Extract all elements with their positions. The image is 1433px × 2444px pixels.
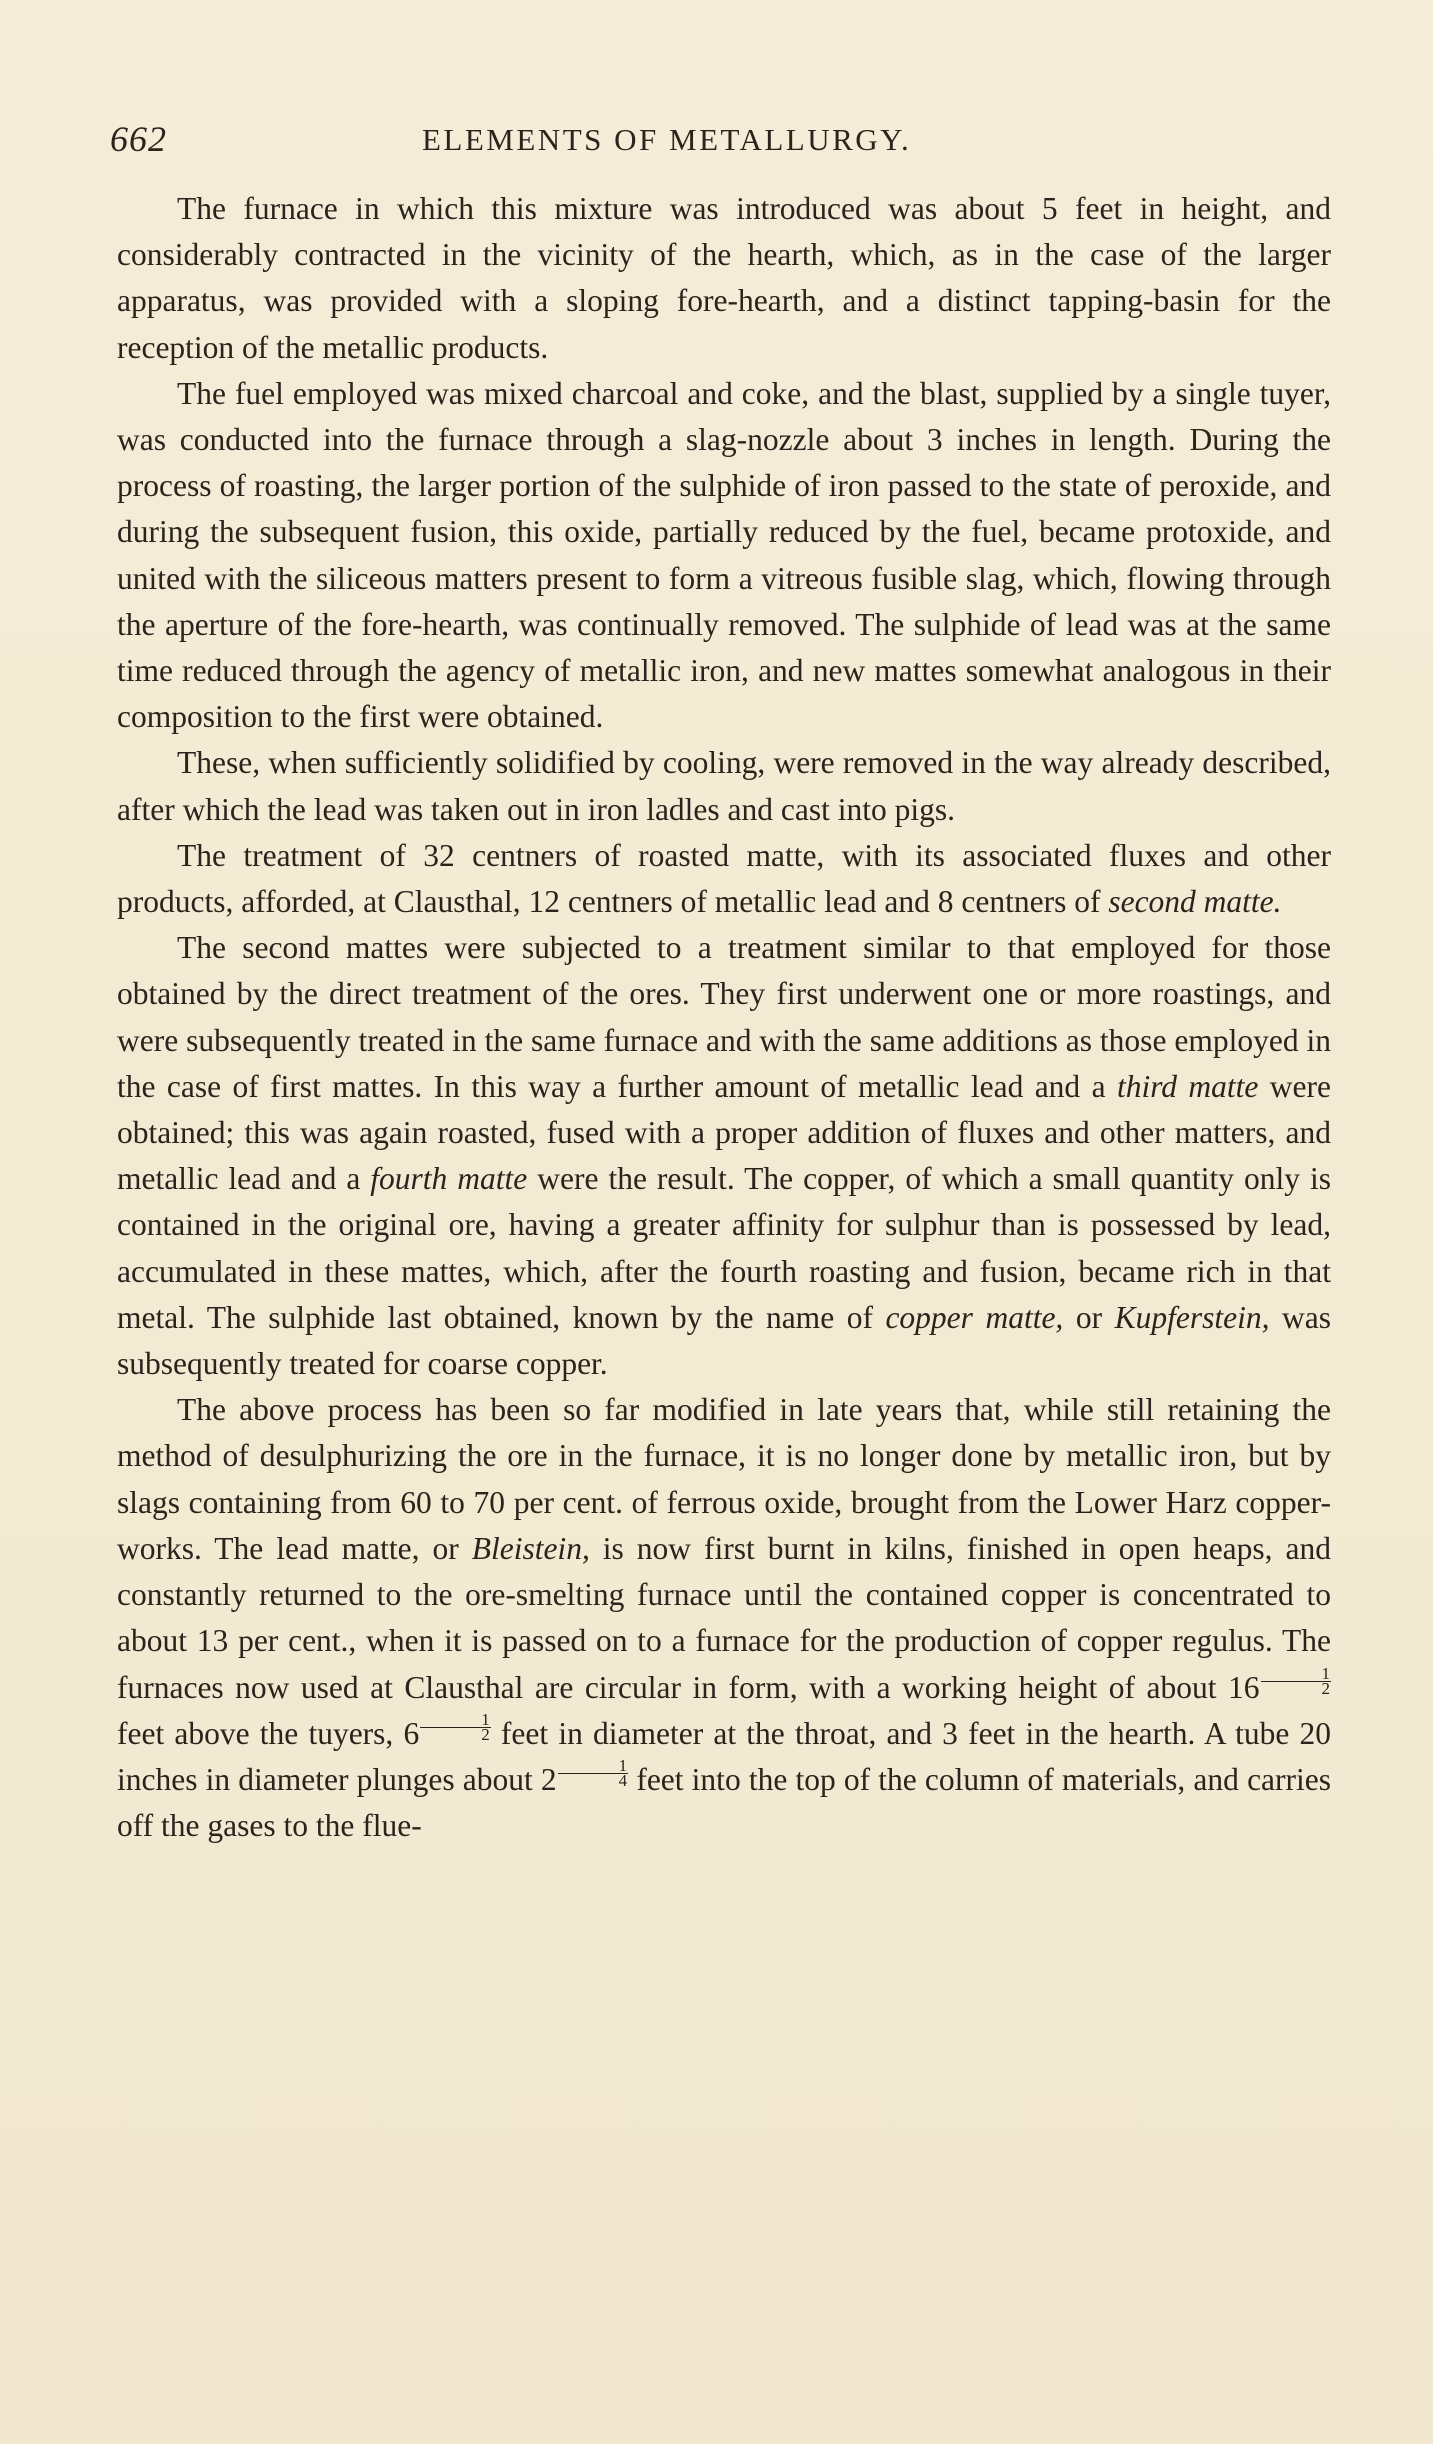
text-run: The fuel employed was mixed charcoal and coke, and the blast, supplied by a single tuyer, was conducted into the furnace through a slag-nozzle about 3 inches in length. During the process of roasting, the larger portion of the sulphide of iron passed to the state of peroxide, and during the subsequent fusion, this oxide, partially reduced by the fuel, became protoxide, and united with the siliceous matters present to form a vitreous fusible slag, which, flowing through the aperture of the fore-hearth, was continually removed. The sulphide of lead was at the same time reduced through the agency of metallic iron, and new mattes somewhat analogous in their composition to the first were obtained. (117, 375, 1331, 735)
paragraph (117, 1387, 1331, 1849)
page-header (110, 118, 1330, 168)
text-run: was subsequently treated for coarse copper. (117, 1299, 1331, 1382)
italic-term: Kupferstein, (1114, 1299, 1270, 1335)
fraction-numerator: 1 (558, 1759, 629, 1774)
italic-term: third matte (1116, 1068, 1259, 1104)
text-run: The second mattes were subjected to a treatment similar to that employed for those obtained by the direct treatment of the ores. They first underwent one or more roastings, and were subsequently treated in the same furnace and with the same additions as those employed in the case of first mattes. In this way a further amount of metallic lead and a (117, 930, 1331, 1104)
italic-term: Bleistein, (471, 1530, 590, 1566)
text-run: The above process has been so far modified in late years that, while still retaining the method of desulphurizing the ore in the furnace, it is no longer done by metallic iron, but by slags containing from 60 to 70 per cent. of ferrous oxide, brought from the Lower Harz copper-works. The lead matte, or (117, 1392, 1331, 1566)
fraction-denominator: 4 (618, 1770, 628, 1790)
text-run: is now first burnt in kilns, finished in open heaps, and constantly returned to the ore-smelting furnace until the contained copper is concentrated to about 13 per cent., when it is passed on to a furnace for the production of copper regulus. The furnaces now used at Clausthal are circular in form, with a working height of about 16 (117, 1530, 1331, 1705)
text-run: feet above the tuyers, 6 (117, 1715, 420, 1751)
fraction-numerator: 1 (420, 1713, 491, 1728)
italic-term: copper matte, (885, 1299, 1064, 1335)
fraction (558, 1755, 629, 1790)
text-run: feet in diameter at the throat, and 3 feet in the hearth. A tube 20 inches in diameter plunges about 2 (117, 1715, 1331, 1797)
paragraph (117, 186, 1331, 371)
text-run: The furnace in which this mixture was introduced was about 5 feet in height, and considerably contracted in the vicinity of the hearth, which, as in the case of the larger apparatus, was provided with a sloping fore-hearth, and a distinct tapping-basin for the reception of the metallic products. (117, 191, 1331, 365)
fraction-denominator: 2 (1321, 1678, 1330, 1698)
fraction (420, 1709, 491, 1744)
italic-term: second matte. (1108, 884, 1282, 920)
fraction (1261, 1663, 1332, 1698)
fraction-denominator: 2 (481, 1724, 490, 1744)
page-number: 662 (110, 119, 167, 159)
text-run: were obtained; this was again roasted, fused with a proper addition of fluxes and other matters, and metallic lead and a (117, 1068, 1331, 1197)
text-run: were the result. The copper, of which a small quantity only is contained in the original ore, having a greater affinity for sulphur than is possessed by lead, accumulated in these mattes, which, after the fourth roasting and fusion, became rich in that metal. The sulphide last obtained, known by the name of (117, 1161, 1331, 1335)
running-head: ELEMENTS OF METALLURGY. (422, 122, 912, 157)
italic-term: fourth matte (370, 1161, 528, 1197)
paragraph (117, 833, 1331, 925)
fraction-numerator: 1 (1261, 1667, 1332, 1682)
text-run: The treatment of 32 centners of roasted matte, with its associated fluxes and other products, afforded, at Clausthal, 12 centners of metallic lead and 8 centners of (117, 837, 1331, 920)
paragraph (117, 371, 1331, 741)
text-run: feet into the top of the column of materials, and carries off the gases to the flue- (117, 1761, 1331, 1844)
text-run: or (1063, 1299, 1115, 1335)
text-run: These, when sufficiently solidified by cooling, were removed in the way already described, after which the lead was taken out in iron ladles and cast into pigs. (117, 745, 1331, 827)
paragraph (117, 740, 1331, 832)
paragraph (117, 925, 1331, 1387)
body-text (117, 186, 1331, 1849)
